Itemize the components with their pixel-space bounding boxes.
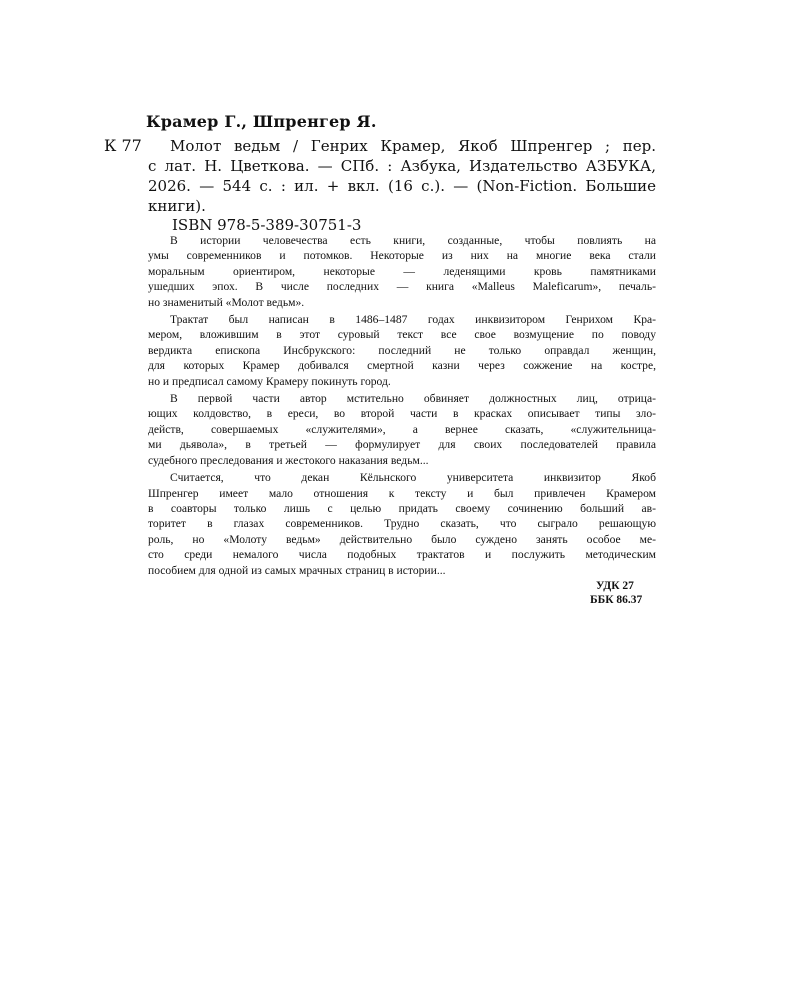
shelf-code: К 77 [104,136,142,155]
annotation-line: действ, совершаемых «служителями», а вернее сказать, «служительница- [148,422,656,436]
bib-line: Молот ведьм / Генрих Крамер, Якоб Шпренгер ; пер. [170,137,656,155]
annotation-line: торитет в глазах современников. Трудно сказать, что сыграло решающую [148,517,656,531]
annotation-line: но и предписал самому Крамеру покинуть город. [148,374,391,388]
annotation-line: вердикта епископа Инсбрукского: последний не только оправдал женщин, [148,343,656,357]
annotation-paragraph [148,312,656,389]
annotation-paragraph [148,470,656,578]
annotation-line: для которых Крамер добивался смертной казни через сожжение на костре, [148,359,656,373]
annotation-line: мером, вложившим в этот суровый текст все свое возмущение по поводу [148,328,656,342]
isbn: ISBN 978-5-389-30751-3 [172,216,362,234]
bib-line: 2026. — 544 с. : ил. + вкл. (16 с.). — (Non-Fiction. Большие [148,177,656,195]
annotation-line: В истории человечества есть книги, созданные, чтобы повлиять на [170,234,656,247]
annotation-line: но знаменитый «Молот ведьм». [148,295,305,309]
annotation-paragraph [148,391,656,468]
bibliographic-description [148,136,656,216]
annotation-line: Считается, что декан Кёльнского университета инквизитор Якоб [170,471,656,485]
bib-line: с лат. Н. Цветкова. — СПб. : Азбука, Издательство АЗБУКА, [148,157,656,175]
annotation-line: В первой части автор мстительно обвиняет должностных лиц, отрица- [170,392,656,406]
classification-codes [590,579,643,607]
annotation-line: Трактат был написан в 1486–1487 годах инквизитором Генрихом Кра- [170,313,656,327]
annotation-line: Шпренгер имеет мало отношения к тексту и был привлечен Крамером [148,486,656,500]
annotation-line: в соавторы только лишь с целью придать своему сочинению больший ав- [148,501,656,515]
annotation-line: ушедших эпох. В числе последних — книга «Malleus Maleficarum», печаль- [148,280,656,294]
annotation-line: моральным ориентиром, некоторые — леденящими кровь памятниками [148,264,656,278]
annotation-line: ми дьявола», в третьей — формулирует для своих последователей правила [148,438,656,452]
annotation-line: пособием для одной из самых мрачных страниц в истории... [148,563,446,577]
bib-line: книги). [148,197,206,215]
annotation-line: роль, но «Молоту ведьм» действительно было суждено занять особое ме- [148,532,656,546]
annotation-line: сто среди немалого числа подобных трактатов и послужить методическим [148,548,656,562]
annotation-line: умы современников и потомков. Некоторые из них на многие века стали [148,249,656,263]
annotation [148,233,656,580]
author-heading: Крамер Г., Шпренгер Я. [146,112,377,131]
bbk-code: ББК 86.37 [590,594,643,606]
annotation-line: ющих колдовство, в ереси, во второй части в красках описывает типы зло- [148,407,656,421]
annotation-line: судебного преследования и жестокого наказания ведьм... [148,453,429,467]
udk-code: УДК 27 [596,580,634,592]
annotation-paragraph [148,233,656,310]
